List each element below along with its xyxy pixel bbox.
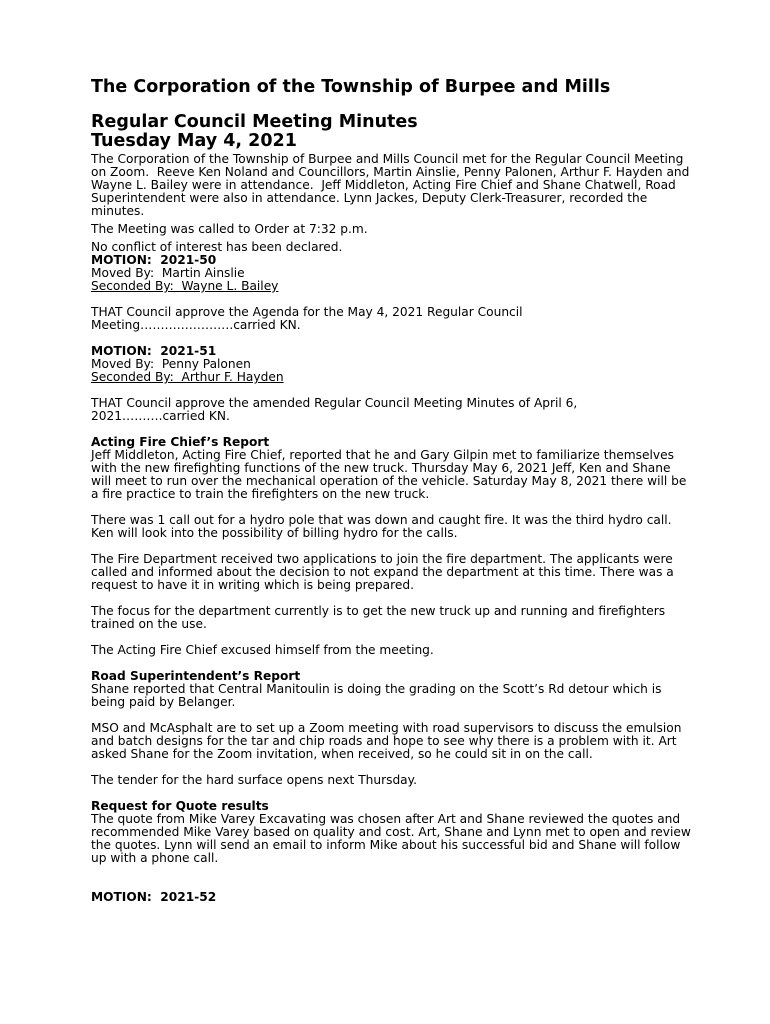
motion-2021-51-moved: Moved By: Penny Palonen xyxy=(91,357,251,371)
document-subtitle xyxy=(91,113,691,151)
document-page xyxy=(91,77,695,904)
road-report-paragraph-1: Shane reported that Central Manitoulin is doing the grading on the Scott’s Rd detour which is being paid by Belanger. xyxy=(91,682,666,709)
document-title: The Corporation of the Township of Burpee and Mills xyxy=(91,77,611,97)
motion-2021-51-text: THAT Council approve the amended Regular Council Meeting Minutes of April 6, 2021……….carried KN. xyxy=(91,396,582,423)
attendance-paragraph: The Corporation of the Township of Burpee and Mills Council met for the Regular Council Meeting on Zoom. Reeve Ken Noland and Councillors, Martin Ainslie, Penny Palonen, Arthur F. Hayden and Wayne L. Bailey were in attendance. Jeff Middleton, Acting Fire Chief and Shane Chatwell, Road Superintendent were also in attendance. Lynn Jackes, Deputy Clerk-Treasurer, recorded the minutes. xyxy=(91,152,694,218)
fire-report-paragraph-2: There was 1 call out for a hydro pole that was down and caught fire. It was the third hydro call. Ken will look into the possibility of billing hydro for the calls. xyxy=(91,513,676,540)
motion-2021-51-heading: MOTION: 2021-51 xyxy=(91,344,217,358)
fire-report-heading: Acting Fire Chief’s Report xyxy=(91,435,270,449)
motion-2021-51-seconded: Seconded By: Arthur F. Hayden xyxy=(91,370,284,384)
motion-2021-50-moved: Moved By: Martin Ainslie xyxy=(91,266,245,280)
subtitle-date: Tuesday May 4, 2021 xyxy=(91,131,297,151)
road-report-heading: Road Superintendent’s Report xyxy=(91,669,301,683)
called-to-order: The Meeting was called to Order at 7:32 p.m. xyxy=(91,222,368,236)
fire-report-paragraph-5: The Acting Fire Chief excused himself from the meeting. xyxy=(91,643,434,657)
motion-2021-50-seconded: Seconded By: Wayne L. Bailey xyxy=(91,279,279,293)
fire-report-paragraph-4: The focus for the department currently is to get the new truck up and running and firefighters trained on the use. xyxy=(91,604,669,631)
rfq-heading: Request for Quote results xyxy=(91,799,269,813)
motion-2021-50-heading: MOTION: 2021-50 xyxy=(91,253,217,267)
road-report-paragraph-3: The tender for the hard surface opens next Thursday. xyxy=(91,773,418,787)
fire-report-paragraph-1: Jeff Middleton, Acting Fire Chief, reported that he and Gary Gilpin met to familiarize themselves with the new firefighting functions of the new truck. Thursday May 6, 2021 Jeff, Ken and Shane will meet to run over the mechanical operation of the vehicle. Saturday May 8, 2021 there will be a fire practice to train the firefighters on the new truck. xyxy=(91,448,691,501)
conflict-statement: No conflict of interest has been declared. xyxy=(91,240,343,254)
fire-report-paragraph-3: The Fire Department received two applications to join the fire department. The applicants were called and informed about the decision to not expand the department at this time. There was a request to have it in writing which is being prepared. xyxy=(91,552,678,592)
motion-2021-50-text: THAT Council approve the Agenda for the May 4, 2021 Regular Council Meeting……….………….carried KN. xyxy=(91,305,527,332)
subtitle-line-1: Regular Council Meeting Minutes xyxy=(91,112,418,132)
rfq-paragraph-1: The quote from Mike Varey Excavating was chosen after Art and Shane reviewed the quotes and recommended Mike Varey based on quality and cost. Art, Shane and Lynn met to open and review the quotes. Lynn will send an email to inform Mike about his successful bid and Shane will follow up with a phone call. xyxy=(91,812,695,865)
road-report-paragraph-2: MSO and McAsphalt are to set up a Zoom meeting with road supervisors to discuss the emulsion and batch designs for the tar and chip roads and hope to see why there is a problem with it. Art asked Shane for the Zoom invitation, when received, so he could sit in on the call. xyxy=(91,721,686,761)
motion-2021-52-heading: MOTION: 2021-52 xyxy=(91,890,217,904)
